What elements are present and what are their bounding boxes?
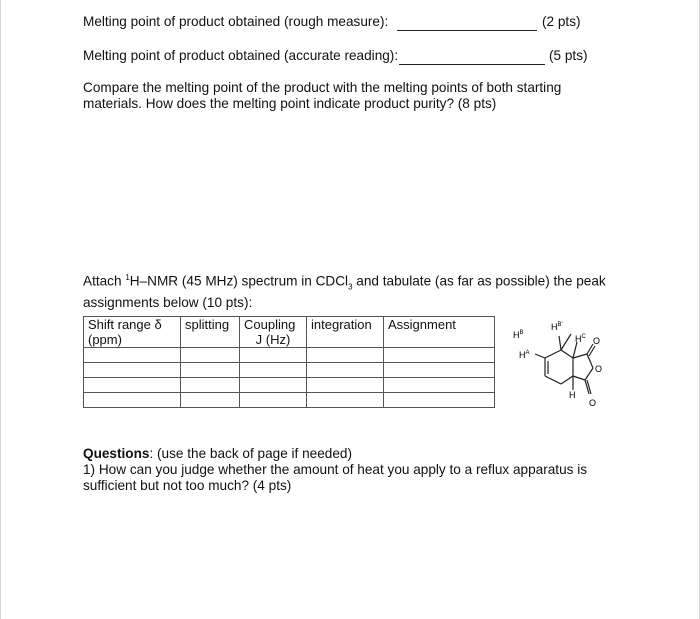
- melting-point-rough-points: (2 pts): [542, 14, 581, 29]
- header-coupling: [240, 317, 307, 348]
- melting-point-accurate-label: Melting point of product obtained (accurate reading):: [83, 48, 399, 63]
- header-shift-range: [84, 317, 181, 348]
- table-cell[interactable]: [84, 348, 181, 363]
- header-assignment-line1: Assignment: [388, 317, 456, 332]
- compare-question-line1: Compare the melting point of the product with the melting points of both starting: [83, 80, 562, 95]
- header-coupling-line1: Coupling: [244, 317, 296, 332]
- nmr-assignment-table: [83, 316, 495, 408]
- table-row: [84, 363, 495, 378]
- melting-point-accurate-points: (5 pts): [549, 48, 588, 63]
- table-cell[interactable]: [84, 363, 181, 378]
- questions-section: [83, 446, 623, 494]
- header-shift-range-line2: (ppm): [88, 332, 122, 347]
- nmr-instruction-line1: [83, 270, 623, 295]
- table-row: [84, 348, 495, 363]
- label-hb: $H^B$: [513, 330, 524, 340]
- compare-question-line2: materials. How does the melting point indicate product purity? (8 pts): [83, 96, 497, 111]
- product-structure-diagram: [501, 314, 611, 414]
- table-cell[interactable]: [384, 393, 495, 408]
- compare-question: [83, 80, 623, 112]
- questions-heading-line: [83, 446, 623, 462]
- table-cell[interactable]: [240, 393, 307, 408]
- nmr-instruction: [83, 270, 623, 311]
- structure-bonds: [535, 334, 595, 394]
- table-cell[interactable]: [307, 348, 384, 363]
- table-cell[interactable]: [240, 378, 307, 393]
- table-cell[interactable]: [307, 393, 384, 408]
- table-cell[interactable]: [384, 378, 495, 393]
- header-integration-line1: integration: [311, 317, 372, 332]
- nmr-instruction-superscript: 1: [125, 273, 130, 282]
- nmr-table-header-row: [84, 317, 495, 348]
- table-cell[interactable]: [84, 393, 181, 408]
- question1-line1: 1) How can you judge whether the amount of heat you apply to a reflux apparatus is: [83, 462, 588, 477]
- table-cell[interactable]: [181, 378, 240, 393]
- label-o-mid: O: [595, 364, 603, 374]
- header-splitting: [181, 317, 240, 348]
- label-hc: $H^C$: [575, 334, 586, 344]
- header-shift-range-line1: Shift range δ: [88, 317, 162, 332]
- table-cell[interactable]: [181, 393, 240, 408]
- table-cell[interactable]: [307, 363, 384, 378]
- table-cell[interactable]: [84, 378, 181, 393]
- nmr-instruction-middle: H–NMR (45 MHz) spectrum in CDCl: [129, 273, 349, 289]
- header-assignment: [384, 317, 495, 348]
- melting-point-rough-label: Melting point of product obtained (rough measure):: [83, 14, 389, 29]
- table-cell[interactable]: [384, 348, 495, 363]
- label-o-bottom: O: [589, 398, 597, 408]
- header-coupling-line2: J (Hz): [255, 332, 291, 347]
- header-integration: [307, 317, 384, 348]
- table-cell[interactable]: [240, 348, 307, 363]
- label-o-top: O: [593, 336, 601, 346]
- table-cell[interactable]: [181, 348, 240, 363]
- table-cell[interactable]: [181, 363, 240, 378]
- nmr-instruction-subscript: 3: [348, 282, 353, 292]
- melting-point-accurate-blank[interactable]: [399, 64, 545, 65]
- melting-point-rough-blank[interactable]: [397, 30, 537, 31]
- header-splitting-line1: splitting: [185, 317, 230, 332]
- table-cell[interactable]: [307, 378, 384, 393]
- questions-heading: Questions: [83, 446, 150, 461]
- table-row: [84, 393, 495, 408]
- table-cell[interactable]: [384, 363, 495, 378]
- nmr-instruction-prefix: Attach: [83, 273, 126, 289]
- label-ha: $H^A$: [519, 350, 530, 360]
- nmr-instruction-line2: assignments below (10 pts):: [83, 295, 253, 311]
- questions-heading-note: : (use the back of page if needed): [149, 446, 353, 461]
- table-row: [84, 378, 495, 393]
- label-h-bottom: H: [569, 390, 576, 400]
- question1-line2: sufficient but not too much? (4 pts): [83, 478, 292, 493]
- label-hb-prime: $H^{B'}$: [551, 322, 563, 332]
- nmr-instruction-suffix: and tabulate (as far as possible) the peak: [352, 273, 606, 289]
- table-cell[interactable]: [240, 363, 307, 378]
